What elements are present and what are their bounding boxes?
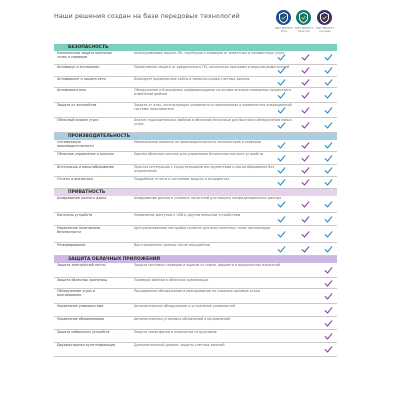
check-icon bbox=[324, 106, 333, 115]
feature-name: Защита мобильных устройств bbox=[57, 330, 110, 334]
feature-description: Блокирует вредоносные сайты и попытки кражи учетных данных bbox=[134, 77, 250, 81]
feature-description: Защита от атак, использующих уязвимости в приложениях и компонентах операционной системы пользователя bbox=[134, 103, 292, 111]
check-icon bbox=[324, 319, 333, 328]
check-icon bbox=[301, 245, 310, 254]
badge-2-caption: ESET PROTECT Advanced bbox=[295, 27, 313, 33]
feature-description: Управление доступом к USB и другим внешним устройствам bbox=[134, 213, 241, 217]
feature-description: Проверка файлов в облачных хранилищах bbox=[134, 278, 209, 282]
check-icon bbox=[301, 178, 310, 187]
feature-name: Резервирование bbox=[57, 243, 86, 247]
feature-name: Защита облачных хранилищ bbox=[57, 278, 107, 282]
feature-name: Двухфакторная аутентификация bbox=[57, 343, 115, 347]
feature-description: Обнаружение и блокировка шифровальщиков на основе анализа поведения процессов и изменений файлов bbox=[134, 88, 291, 96]
feature-name: Контроль устройств bbox=[57, 213, 93, 217]
table-row bbox=[54, 317, 337, 330]
check-icon bbox=[324, 279, 333, 288]
feature-description: Автоматическая установка обновлений и исправлений bbox=[134, 317, 231, 321]
check-icon bbox=[277, 78, 286, 87]
table-row bbox=[54, 152, 337, 165]
check-icon bbox=[301, 230, 310, 239]
check-icon bbox=[301, 154, 310, 163]
check-icon bbox=[324, 292, 333, 301]
feature-description: Расширенное обнаружение и реагирование на сложные целевые атаки bbox=[134, 289, 260, 293]
check-icon bbox=[324, 345, 333, 354]
check-icon bbox=[301, 121, 310, 130]
table-row bbox=[54, 330, 337, 343]
table-row bbox=[54, 278, 337, 289]
check-icon bbox=[301, 200, 310, 209]
badge-3-icon bbox=[317, 10, 332, 25]
feature-name: Антивымогатель bbox=[57, 88, 87, 92]
page-title: Наши решения создан на базе передовых технологий bbox=[54, 13, 240, 20]
check-icon bbox=[301, 166, 310, 175]
feature-description: Простая интеграция с существующими инструментами и масштабирование без ограничений bbox=[134, 165, 275, 173]
check-icon bbox=[324, 91, 333, 100]
check-icon bbox=[277, 200, 286, 209]
badge-3-caption: ESET PROTECT Complete bbox=[316, 27, 334, 33]
table-row bbox=[54, 65, 337, 77]
feature-name: Защита от эксплойтов bbox=[57, 103, 97, 107]
feature-name: Интеграция и масштабирование bbox=[57, 165, 114, 169]
section-header: ПРИВАТНОСТЬ bbox=[54, 189, 337, 196]
table-row bbox=[54, 343, 337, 357]
table-row bbox=[54, 88, 337, 103]
feature-name: Отчеты и аналитика bbox=[57, 177, 93, 181]
check-icon bbox=[324, 178, 333, 187]
table-row bbox=[54, 289, 337, 304]
check-icon bbox=[277, 91, 286, 100]
check-icon bbox=[324, 230, 333, 239]
check-icon bbox=[324, 245, 333, 254]
feature-name: Управление обновлениями bbox=[57, 317, 104, 321]
feature-description: Дополнительный уровень защиты учетных записей bbox=[134, 343, 225, 347]
feature-description: многоуровневая защита ПК, ноутбуков и серверов от известных и неизвестных угроз bbox=[134, 51, 285, 55]
feature-description: Единая облачная консоль для управления безопасностью всех устройств bbox=[134, 152, 264, 156]
table-row bbox=[54, 177, 337, 189]
check-icon bbox=[324, 78, 333, 87]
table-row bbox=[54, 118, 337, 133]
check-icon bbox=[301, 141, 310, 150]
feature-name: Антифишинг и защита сети bbox=[57, 77, 106, 81]
check-icon bbox=[277, 141, 286, 150]
feature-name: Обнаружение угроз и реагирование bbox=[57, 289, 95, 297]
check-icon bbox=[324, 66, 333, 75]
feature-description: Анализ подозрительных файлов в облачной песочнице для быстрого обнаружения новых угроз bbox=[134, 118, 292, 126]
table-row bbox=[54, 140, 337, 152]
table-row bbox=[54, 77, 337, 88]
check-icon bbox=[301, 53, 310, 62]
table-row bbox=[54, 165, 337, 177]
table-row bbox=[54, 213, 337, 226]
feature-name: Шифрование полного диска bbox=[57, 196, 107, 200]
table-row bbox=[54, 196, 337, 213]
check-icon bbox=[277, 53, 286, 62]
section-header: ЗАЩИТА ОБЛАЧНЫХ ПРИЛОЖЕНИЙ bbox=[54, 256, 337, 263]
check-icon bbox=[324, 215, 333, 224]
check-icon bbox=[277, 166, 286, 175]
feature-name: Оптимизация производительности bbox=[57, 140, 94, 148]
check-icon bbox=[277, 106, 286, 115]
feature-description: Шифрование дисков и съемных носителей для защиты конфиденциальных данных bbox=[134, 196, 282, 200]
feature-description: Проактивная защита от вредоносного ПО, шпионских программ и вирусов-вымогателей bbox=[134, 65, 290, 69]
section-header: БЕЗОПАСНОСТЬ bbox=[54, 44, 337, 51]
feature-name: Управление политиками безопасности bbox=[57, 226, 100, 234]
feature-name: Облачный анализ угроз bbox=[57, 118, 99, 122]
check-icon bbox=[277, 154, 286, 163]
table-row bbox=[54, 226, 337, 243]
check-icon bbox=[277, 66, 286, 75]
feature-description: Защита смартфонов и планшетов сотрудников bbox=[134, 330, 217, 334]
check-icon bbox=[324, 306, 333, 315]
table-row bbox=[54, 243, 337, 256]
check-icon bbox=[277, 245, 286, 254]
check-icon bbox=[324, 121, 333, 130]
feature-description: Подробные отчеты о состоянии защиты и инцидентах bbox=[134, 177, 230, 181]
comparison-table bbox=[54, 44, 337, 357]
check-icon bbox=[277, 178, 286, 187]
check-icon bbox=[301, 215, 310, 224]
feature-name: Комплексная защита конечных точек и серверов bbox=[57, 51, 113, 59]
check-icon bbox=[324, 166, 333, 175]
check-icon bbox=[301, 106, 310, 115]
check-icon bbox=[277, 121, 286, 130]
check-icon bbox=[324, 266, 333, 275]
check-icon bbox=[324, 141, 333, 150]
feature-description: Восстановление данных после инцидентов bbox=[134, 243, 210, 247]
feature-description: Минимальное влияние на производительность компьютеров и серверов bbox=[134, 140, 261, 144]
section-header: ПРОИЗВОДИТЕЛЬНОСТЬ bbox=[54, 133, 337, 140]
check-icon bbox=[324, 154, 333, 163]
check-icon bbox=[277, 215, 286, 224]
check-icon bbox=[324, 200, 333, 209]
table-row bbox=[54, 51, 337, 65]
check-icon bbox=[301, 91, 310, 100]
check-icon bbox=[301, 66, 310, 75]
table-row bbox=[54, 263, 337, 278]
feature-name: Управление уязвимостями bbox=[57, 304, 104, 308]
table-row bbox=[54, 103, 337, 118]
feature-description: Автоматическое обнаружение и устранение уязвимостей bbox=[134, 304, 235, 308]
feature-name: Облачное управление и консоль bbox=[57, 152, 114, 156]
check-icon bbox=[324, 53, 333, 62]
badge-2-icon bbox=[296, 10, 311, 25]
table-row bbox=[54, 304, 337, 317]
feature-description: Защита почтовых серверов и ящиков от спама, фишинга и вредоносных вложений bbox=[134, 263, 280, 267]
badge-1-caption: ESET PROTECT Entry bbox=[275, 27, 293, 33]
feature-name: Защита электронной почты bbox=[57, 263, 106, 267]
feature-description: Централизованная настройка политик для всех конечных точек организации bbox=[134, 226, 271, 230]
check-icon bbox=[301, 78, 310, 87]
check-icon bbox=[277, 230, 286, 239]
badge-1-icon bbox=[276, 10, 291, 25]
feature-name: Антивирус и антишпион bbox=[57, 65, 100, 69]
check-icon bbox=[324, 332, 333, 341]
